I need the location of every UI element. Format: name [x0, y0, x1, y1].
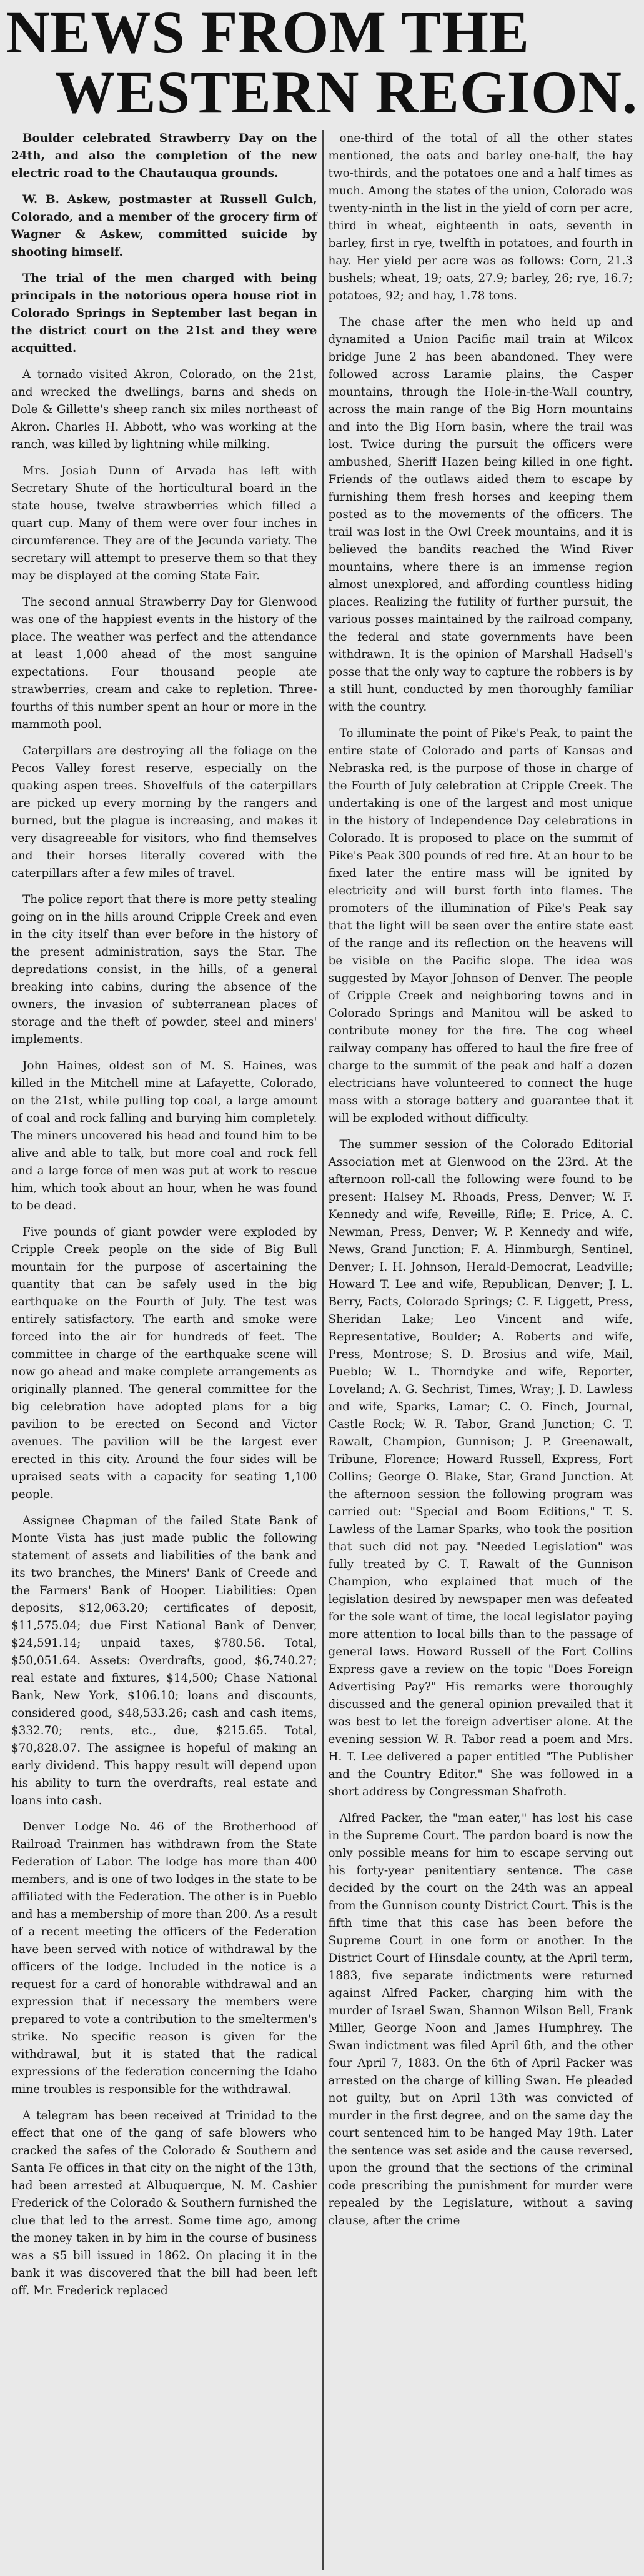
news-paragraph: A tornado visited Akron, Colorado, on the 21st, and wrecked the dwellings, barns and sheds on Dole & Gillette's sheep ranch six miles northeast of Akron. Charles H. Abbott, who was working at the ranch, was killed by lightning while milking.: [11, 368, 317, 451]
news-paragraph: John Haines, oldest son of M. S. Haines, was killed in the Mitchell mine at Lafayette, Colorado, on the 21st, while pulling top coal, a large amount of coal and rock falling and burying him completely. The miners uncovered his head and found him to be alive and able to talk, but more coal and rock fell and a large force of men was put at work to rescue him, which took about an hour, when he was found to be dead.: [11, 1059, 317, 1212]
news-paragraph: Five pounds of giant powder were exploded by Cripple Creek people on the side of Big Bull mountain for the purpose of ascertaining the quantity that can be safely used in the big earthquake on the Fourth of July. The test was entirely satisfactory. The earth and smoke were forced into the air for hundreds of feet. The committee in charge of the earthquake scene will now go ahead and make complete arrangements as originally planned. The general committee for the big celebration have adopted plans for a big pavilion to be erected on Second and Victor avenues. The pavilion will be the largest ever erected in this city. Around the four sides will be upraised seats with a capacity for seating 1,100 people.: [11, 1226, 317, 1501]
news-paragraph: Boulder celebrated Strawberry Day on the 24th, and also the completion of the new electric road to the Chautauqua grounds.: [11, 132, 317, 180]
headline: [6, 0, 638, 126]
news-paragraph: Denver Lodge No. 46 of the Brotherhood of Railroad Trainmen has withdrawn from the State Federation of Labor. The lodge has more than 400 members, and is one of two lodges in the state to be affiliated with the Federation. The other is in Pueblo and has a membership of more than 200. As a result of a recent meeting the officers of the Federation have been served with notice of withdrawal by the officers of the lodge. Included in the notice is a request for a card of honorable withdrawal and an expression that if necessary the members were prepared to vote a contribution to the smeltermen's strike. No specific reason is given for the withdrawal, but it is stated that the radical expressions of the federation concerning the Idaho mine troubles is responsible for the withdrawal.: [11, 1820, 317, 2096]
news-paragraph: Caterpillars are destroying all the foliage on the Pecos Valley forest reserve, especially on the quaking aspen trees. Shovelfuls of the caterpillars are picked up every morning by the rangers and burned, but the plague is increasing, and makes it very disagreeable for visitors, who find themselves and their horses literally covered with the caterpillars after a few miles of travel.: [11, 744, 317, 880]
news-paragraph: Alfred Packer, the "man eater," has lost his case in the Supreme Court. The pardon board is now the only possible means for him to escape serving out his forty-year penitentiary sentence. The case decided by the court on the 24th was an appeal from the Gunnison county District Court. This is the fifth time that this case has been before the Supreme Court in one form or another. In the District Court of Hinsdale county, at the April term, 1883, five separate indictments were returned against Alfred Packer, charging him with the murder of Israel Swan, Shannon Wilson Bell, Frank Miller, George Noon and James Humphrey. The Swan indictment was filed April 6th, and the other four April 7, 1883. On the 6th of April Packer was arrested on the charge of killing Swan. He pleaded not guilty, but on April 13th was convicted of murder in the first degree, and on the same day the court sentenced him to be hanged May 19th. Later the sentence was set aside and the cause reversed, upon the ground that the sections of the criminal code prescribing the punishment for murder were repealed by the Legislature, without a saving clause, after the crime: [328, 1812, 633, 2227]
news-paragraph: Assignee Chapman of the failed State Bank of Monte Vista has just made public the following statement of assets and liabilities of the bank and its two branches, the Miners' Bank of Creede and the Farmers' Bank of Hooper. Liabilities: Open deposits, $12,063.20; certificates of deposit, $11,575.04; due First National Bank of Denver, $24,591.14; unpaid taxes, $780.56. Total, $50,051.64. Assets: Overdrafts, good, $6,740.27; real estate and fixtures, $14,500; Chase National Bank, New York, $106.10; loans and discounts, considered good, $48,533.26; cash and cash items, $332.70; rents, etc., due, $215.65. Total, $70,828.07. The assignee is hopeful of making an early dividend. This happy result will depend upon his ability to turn the overdrafts, real estate and loans into cash.: [11, 1514, 317, 1807]
news-paragraph: The second annual Strawberry Day for Glenwood was one of the happiest events in the history of the place. The weather was perfect and the attendance at least 1,000 ahead of the most sanguine expectations. Four thousand people ate strawberries, cream and cake to repletion. Three-fourths of this number spent an hour or more in the mammoth pool.: [11, 596, 317, 731]
headline-line-2: WESTERN REGION.: [55, 59, 638, 126]
column-left: [6, 130, 322, 2570]
news-paragraph: The chase after the men who held up and dynamited a Union Pacific mail train at Wilcox bridge June 2 has been abandoned. They were followed across Laramie plains, the Casper mountains, through the Hole-in-the-Wall country, across the main range of the Big Horn mountains and into the Big Horn basin, where the trail was lost. Twice during the pursuit the officers were ambushed, Sheriff Hazen being killed in one fight. Friends of the outlaws aided them to escape by furnishing them fresh horses and keeping them posted as to the movements of the officers. The trail was lost in the Owl Creek mountains, and it is believed the bandits reached the Wind River mountains, where there is an immense region almost unexplored, and affording countless hiding places. Realizing the futility of further pursuit, the various posses maintained by the railroad company, the federal and state governments have been withdrawn. It is the opinion of Marshall Hadsell's posse that the only way to capture the robbers is by a still hunt, conducted by men thoroughly familiar with the country.: [328, 316, 633, 714]
article-columns: [6, 130, 638, 2570]
news-paragraph: The police report that there is more petty stealing going on in the hills around Cripple Creek and even in the city itself than ever before in the history of the present administration, says the Star. The depredations consist, in the hills, of a general breaking into cabins, during the absence of the owners, the invasion of subterranean places of storage and the theft of powder, steel and miners' implements.: [11, 893, 317, 1046]
news-paragraph: one-third of the total of all the other states mentioned, the oats and barley one-half, the hay two-thirds, and the potatoes one and a half times as much. Among the states of the union, Colorado was twenty-ninth in the list in the yield of corn per acre, third in wheat, eighteenth in oats, seventh in barley, first in rye, twelfth in potatoes, and fourth in hay. Her yield per acre was as follows: Corn, 21.3 bushels; wheat, 19; oats, 27.9; barley, 26; rye, 16.7; potatoes, 92; and hay, 1.78 tons.: [328, 132, 633, 302]
news-paragraph: A telegram has been received at Trinidad to the effect that one of the gang of safe blowers who cracked the safes of the Colorado & Southern and Santa Fe offices in that city on the night of the 13th, had been arrested at Albuquerque, N. M. Cashier Frederick of the Colorado & Southern furnished the clue that led to the arrest. Some time ago, among the money taken in by him in the course of business was a $5 bill issued in 1862. On placing it in the bank it was discovered that the bill had been left off. Mr. Frederick replaced: [11, 2109, 317, 2297]
news-paragraph: W. B. Askew, postmaster at Russell Gulch, Colorado, and a member of the grocery firm of Wagner & Askew, committed suicide by shooting himself.: [11, 193, 317, 259]
news-paragraph: To illuminate the point of Pike's Peak, to paint the entire state of Colorado and parts of Kansas and Nebraska red, is the purpose of those in charge of the Fourth of July celebration at Cripple Creek. The undertaking is one of the largest and most unique in the history of Independence Day celebrations in Colorado. It is proposed to place on the summit of Pike's Peak 300 pounds of red fire. At an hour to be fixed later the entire mass will be ignited by electricity and will burst forth into flames. The promoters of the illumination of Pike's Peak say that the light will be seen over the entire state east of the range and its reflection on the heavens will be visible on the Pacific slope. The idea was suggested by Mayor Johnson of Denver. The people of Cripple Creek and neighboring towns and in Colorado Springs and Manitou will be asked to contribute money for the fire. The cog wheel railway company has offered to haul the fire free of charge to the summit of the peak and half a dozen electricians have volunteered to connect the huge mass with a storage battery and guarantee that it will be exploded without difficulty.: [328, 727, 633, 1125]
news-paragraph: The summer session of the Colorado Editorial Association met at Glenwood on the 23rd. At the afternoon roll-call the following were found to be present: Halsey M. Rhoads, Press, Denver; W. F. Kennedy and wife, Reveille, Rifle; E. Price, A. C. Newman, Press, Denver; W. P. Kennedy and wife, News, Grand Junction; F. A. Hinmburgh, Sentinel, Denver; I. H. Johnson, Herald-Democrat, Leadville; Howard T. Lee and wife, Republican, Denver; J. L. Berry, Facts, Colorado Springs; C. F. Liggett, Press, Sheridan Lake; Leo Vincent and wife, Representative, Boulder; A. Roberts and wife, Press, Montrose; S. D. Brosius and wife, Mail, Pueblo; W. L. Thorndyke and wife, Reporter, Loveland; A. G. Sechrist, Times, Wray; J. D. Lawless and wife, Sparks, Lamar; C. O. Finch, Journal, Castle Rock; W. R. Tabor, Grand Junction; C. T. Rawalt, Champion, Gunnison; J. P. Greenawalt, Tribune, Florence; Howard Russell, Express, Fort Collins; George O. Blake, Star, Grand Junction. At the afternoon session the following program was carried out: "Special and Boom Editions," T. S. Lawless of the Lamar Sparks, who took the position that such did not pay. "Needed Legislation" was fully treated by C. T. Rawalt of the Gunnison Champion, who explained that much of the legislation desired by newspaper men was defeated for the sole want of time, the local legislator paying more attention to local bills than to the passage of general laws. Howard Russell of the Fort Collins Express gave a review on the topic "Does Foreign Advertising Pay?" His remarks were thoroughly discussed and the general opinion prevailed that it was best to let the foreign advertiser alone. At the evening session W. R. Tabor read a poem and Mrs. H. T. Lee delivered a paper entitled "The Publisher and the Country Editor." She was followed in a short address by Congressman Shafroth.: [328, 1138, 633, 1799]
headline-line-1: NEWS FROM THE: [6, 0, 530, 66]
news-paragraph: The trial of the men charged with being principals in the notorious opera house riot in Colorado Springs in September last began in the district court on the 21st and they were acquitted.: [11, 272, 317, 355]
news-paragraph: Mrs. Josiah Dunn of Arvada has left with Secretary Shute of the horticultural board in the state house, twelve strawberries which filled a quart cup. Many of them were over four inches in circumference. They are of the Jecunda variety. The secretary will attempt to preserve them so that they may be displayed at the coming State Fair.: [11, 464, 317, 582]
column-right: [322, 130, 638, 2570]
